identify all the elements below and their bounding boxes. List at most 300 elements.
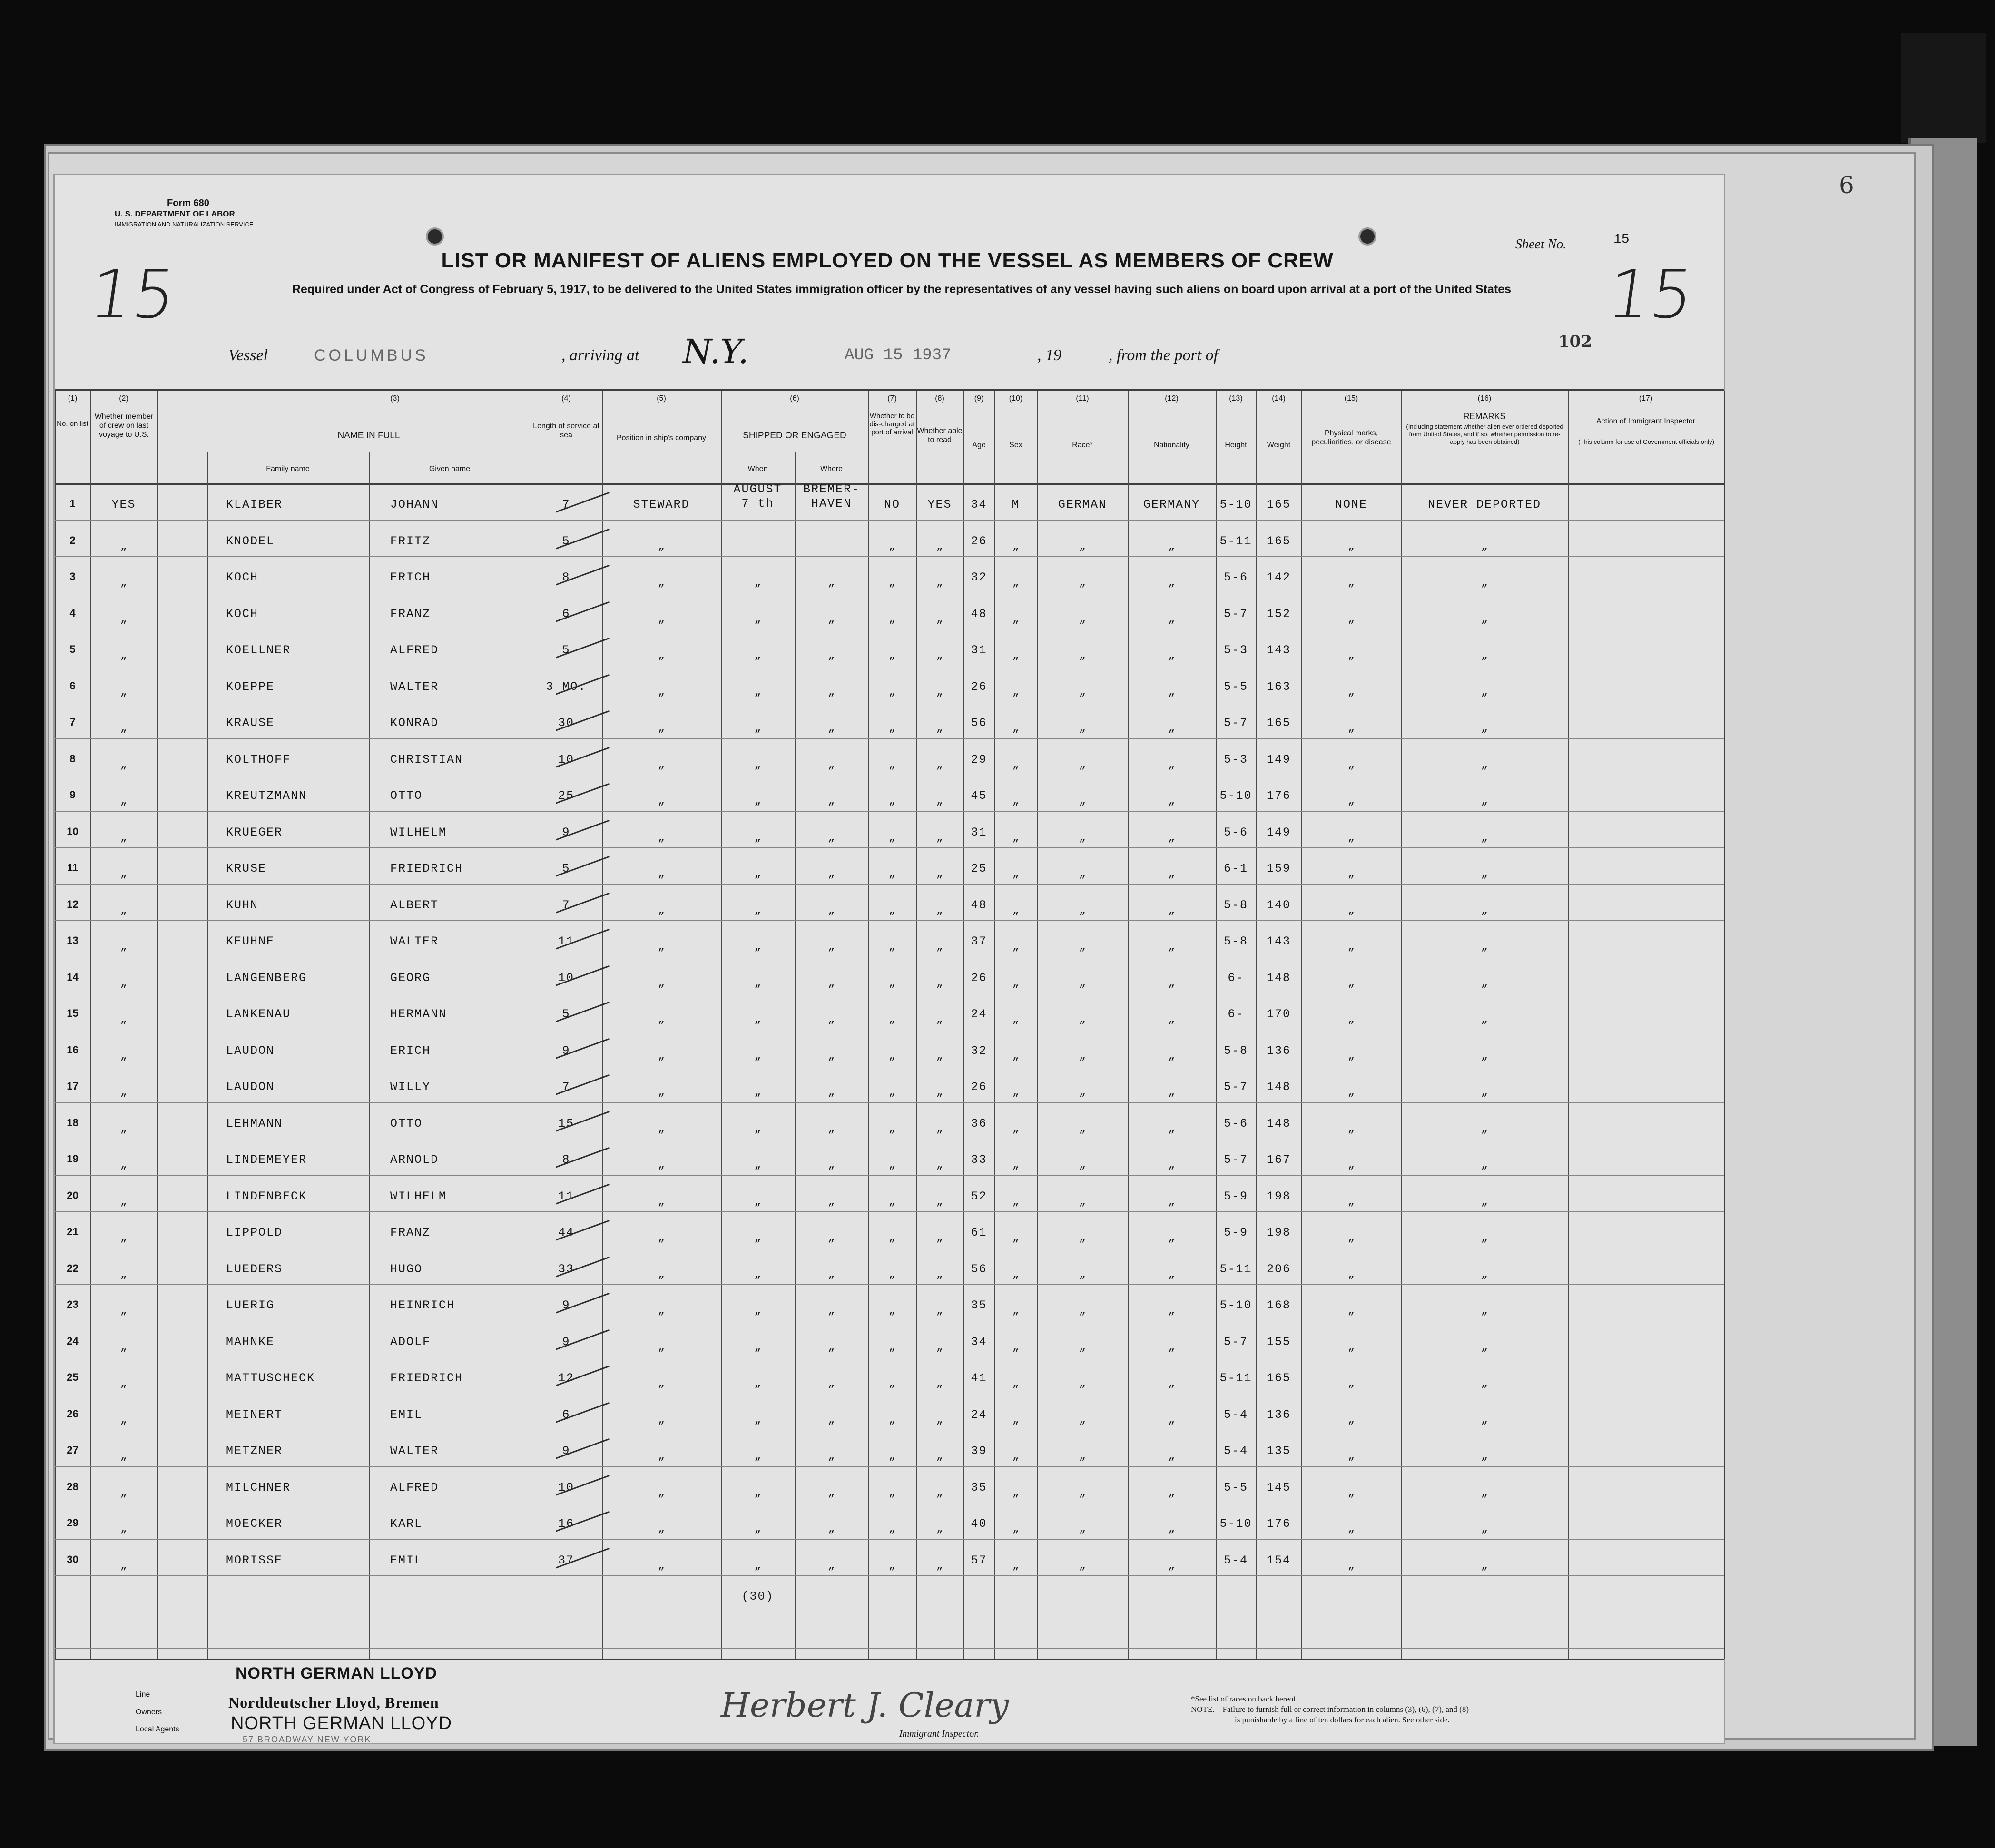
column-number: (17) <box>1639 394 1653 403</box>
cell-service: 7 <box>562 1080 570 1094</box>
ditto-mark: „ <box>120 758 128 771</box>
ditto-mark: „ <box>1168 685 1175 698</box>
ditto-mark: „ <box>1481 1523 1488 1535</box>
row-rule <box>55 1284 1724 1285</box>
row-rule <box>55 556 1724 557</box>
cell-read: YES <box>927 498 952 511</box>
ditto-mark: „ <box>1168 1195 1175 1208</box>
ditto-mark: „ <box>754 1523 761 1535</box>
ditto-mark: „ <box>1347 940 1355 953</box>
ditto-mark: „ <box>658 1268 665 1281</box>
ditto-mark: „ <box>1168 1159 1175 1171</box>
cell-height: 5-11 <box>1219 534 1252 548</box>
ditto-mark: „ <box>828 1377 835 1390</box>
cell-given: WILHELM <box>390 825 447 839</box>
ditto-mark: „ <box>828 1450 835 1463</box>
ditto-mark: „ <box>936 1523 943 1535</box>
header-given-name: Given name <box>429 465 471 473</box>
cell-height: 5-10 <box>1219 1298 1252 1312</box>
ditto-mark: „ <box>1481 1049 1488 1062</box>
column-number: (10) <box>1009 394 1023 403</box>
row-number: 29 <box>67 1517 79 1529</box>
ditto-mark: „ <box>828 758 835 771</box>
ditto-mark: „ <box>1079 1486 1086 1499</box>
cell-weight: 140 <box>1266 898 1291 912</box>
cell-height: 5-10 <box>1219 789 1252 803</box>
ditto-mark: „ <box>1079 940 1086 953</box>
sheet-number-value: 15 <box>1613 232 1630 247</box>
ditto-mark: „ <box>754 976 761 990</box>
row-number: 15 <box>67 1007 79 1019</box>
row-number: 2 <box>69 534 76 546</box>
cell-height: 5-5 <box>1223 679 1248 694</box>
ditto-mark: „ <box>1347 1486 1355 1499</box>
cell-service: 25 <box>558 789 574 803</box>
row-rule <box>55 1575 1724 1576</box>
ditto-mark: „ <box>754 576 761 589</box>
cell-weight: 148 <box>1266 1080 1291 1094</box>
cell-given: WILLY <box>390 1080 431 1094</box>
ditto-mark: „ <box>888 976 896 990</box>
ditto-mark: „ <box>1481 758 1488 771</box>
ditto-mark: „ <box>754 1559 761 1572</box>
ditto-mark: „ <box>658 1086 665 1099</box>
header-name-in-full: NAME IN FULL <box>337 431 400 441</box>
cell-weight: 154 <box>1266 1553 1291 1567</box>
ditto-mark: „ <box>1012 1122 1020 1135</box>
header-remarks-note: (Including statement whether alien ever ordered deported from United States, and if so, whether permission to re-apply has been obtained) <box>1406 423 1563 445</box>
ditto-mark: „ <box>936 976 943 990</box>
ditto-mark: „ <box>1079 867 1086 880</box>
cell-weight: 149 <box>1266 825 1291 839</box>
sheet-number-label: Sheet No. <box>1515 237 1567 252</box>
cell-given: HUGO <box>390 1262 423 1276</box>
ditto-mark: „ <box>1079 795 1086 807</box>
ditto-mark: „ <box>120 1049 128 1062</box>
cell-service: 5 <box>562 1007 570 1021</box>
ditto-mark: „ <box>936 1195 943 1208</box>
cell-weight: 159 <box>1266 862 1291 875</box>
cell-given: WILHELM <box>390 1189 447 1203</box>
ditto-mark: „ <box>1481 940 1488 953</box>
cell-family: KOEPPE <box>226 679 275 694</box>
header-no-on-list: No. on list <box>57 420 88 428</box>
agents-address: 57 BROADWAY NEW YORK <box>243 1735 372 1744</box>
ditto-mark: „ <box>888 576 896 589</box>
ditto-mark: „ <box>1347 758 1355 771</box>
column-number: (7) <box>887 394 897 403</box>
ditto-mark: „ <box>1347 1122 1355 1135</box>
cell-weight: 165 <box>1266 716 1291 730</box>
ditto-mark: „ <box>888 795 896 807</box>
cell-age: 31 <box>971 825 987 839</box>
ditto-mark: „ <box>1481 685 1488 698</box>
ditto-mark: „ <box>1347 649 1355 662</box>
ditto-mark: „ <box>936 1268 943 1281</box>
cell-given: JOHANN <box>390 498 439 511</box>
cell-family: MILCHNER <box>226 1480 291 1494</box>
ditto-mark: „ <box>754 1450 761 1463</box>
cell-height: 5-11 <box>1219 1262 1252 1276</box>
ditto-mark: „ <box>1481 1340 1488 1354</box>
ditto-mark: „ <box>888 649 896 662</box>
cell-physical: NONE <box>1335 498 1367 511</box>
ditto-mark: „ <box>754 1268 761 1281</box>
ditto-mark: „ <box>1012 758 1020 771</box>
ditto-mark: „ <box>828 612 835 626</box>
ditto-mark: „ <box>888 1486 896 1499</box>
row-number: 1 <box>69 498 76 510</box>
ditto-mark: „ <box>828 1049 835 1062</box>
cell-weight: 136 <box>1266 1407 1291 1422</box>
cell-service: 9 <box>562 825 570 839</box>
cell-weight: 136 <box>1266 1043 1291 1058</box>
cell-height: 5-8 <box>1223 1043 1248 1058</box>
ditto-mark: „ <box>658 1377 665 1390</box>
ditto-mark: „ <box>1168 649 1175 662</box>
cell-age: 24 <box>971 1007 987 1021</box>
ditto-mark: „ <box>1347 831 1355 844</box>
ditto-mark: „ <box>658 1523 665 1535</box>
ditto-mark: „ <box>1168 1523 1175 1535</box>
ditto-mark: „ <box>1012 576 1020 589</box>
ditto-mark: „ <box>1168 1413 1175 1426</box>
owners-label: Owners <box>136 1708 162 1716</box>
cell-position: STEWARD <box>633 498 690 511</box>
ditto-mark: „ <box>754 1413 761 1426</box>
ditto-mark: „ <box>1012 612 1020 626</box>
cell-prev-voyage: YES <box>111 498 136 511</box>
arrival-port: N.Y. <box>683 332 749 371</box>
ditto-mark: „ <box>1481 1377 1488 1390</box>
column-number: (8) <box>935 394 944 403</box>
cell-given: ALFRED <box>390 1480 439 1494</box>
ditto-mark: „ <box>1347 1049 1355 1062</box>
row-rule <box>55 884 1724 885</box>
ditto-mark: „ <box>658 722 665 735</box>
ditto-mark: „ <box>1079 976 1086 990</box>
cell-age: 26 <box>971 534 987 548</box>
ditto-mark: „ <box>936 1122 943 1135</box>
ditto-mark: „ <box>1481 540 1488 553</box>
ditto-mark: „ <box>1079 1523 1086 1535</box>
header-able-to-read: Whether able to read <box>917 427 963 444</box>
cell-weight: 155 <box>1266 1335 1291 1349</box>
cell-service: 10 <box>558 752 574 767</box>
ditto-mark: „ <box>1012 1013 1020 1026</box>
ditto-mark: „ <box>888 904 896 917</box>
cell-height: 5-6 <box>1223 825 1248 839</box>
ditto-mark: „ <box>1481 1413 1488 1426</box>
ditto-mark: „ <box>1012 1231 1020 1244</box>
ditto-mark: „ <box>1481 1231 1488 1244</box>
ditto-mark: „ <box>658 940 665 953</box>
ditto-mark: „ <box>1012 540 1020 553</box>
form-number: Form 680 <box>167 198 209 208</box>
header-family-name: Family name <box>266 465 310 473</box>
ditto-mark: „ <box>936 1486 943 1499</box>
cell-given: FRITZ <box>390 534 431 548</box>
ditto-mark: „ <box>1168 1304 1175 1317</box>
cell-family: LAUDON <box>226 1043 275 1058</box>
cell-given: FRIEDRICH <box>390 1371 463 1385</box>
ditto-mark: „ <box>1168 940 1175 953</box>
cell-family: LINDENBECK <box>226 1189 307 1203</box>
column-rule <box>1568 391 1569 1659</box>
line-label: Line <box>136 1691 150 1699</box>
ditto-mark: „ <box>120 1450 128 1463</box>
ditto-mark: „ <box>828 831 835 844</box>
ditto-mark: „ <box>120 795 128 807</box>
cell-service: 9 <box>562 1444 570 1458</box>
ditto-mark: „ <box>754 1377 761 1390</box>
ditto-mark: „ <box>1168 1049 1175 1062</box>
ditto-mark: „ <box>1012 940 1020 953</box>
punch-hole <box>426 227 444 246</box>
cell-age: 41 <box>971 1371 987 1385</box>
ditto-mark: „ <box>120 685 128 698</box>
header-bottom-rule <box>55 483 1724 485</box>
cell-height: 5-8 <box>1223 934 1248 948</box>
ditto-mark: „ <box>1079 649 1086 662</box>
ditto-mark: „ <box>754 1486 761 1499</box>
row-rule <box>55 1466 1724 1467</box>
ditto-mark: „ <box>658 1304 665 1317</box>
column-number: (14) <box>1272 394 1286 403</box>
ditto-mark: „ <box>1481 1559 1488 1572</box>
header-physical-marks: Physical marks, peculiarities, or disease <box>1311 429 1391 446</box>
cell-age: 39 <box>971 1444 987 1458</box>
ditto-mark: „ <box>888 1523 896 1535</box>
ditto-mark: „ <box>754 1340 761 1354</box>
header-where: Where <box>820 465 843 473</box>
cell-given: ERICH <box>390 570 431 584</box>
ditto-mark: „ <box>1481 576 1488 589</box>
cell-weight: 167 <box>1266 1153 1291 1167</box>
ditto-mark: „ <box>658 649 665 662</box>
cell-age: 34 <box>971 1335 987 1349</box>
cell-given: EMIL <box>390 1553 423 1567</box>
cell-family: LAUDON <box>226 1080 275 1094</box>
cell-service: 12 <box>558 1371 574 1385</box>
ditto-mark: „ <box>936 685 943 698</box>
cell-family: MOECKER <box>226 1517 283 1531</box>
cell-given: WALTER <box>390 1444 439 1458</box>
cell-given: ERICH <box>390 1043 431 1058</box>
header-age: Age <box>972 441 986 449</box>
ditto-mark: „ <box>120 576 128 589</box>
row-rule <box>55 920 1724 921</box>
cell-family: LIPPOLD <box>226 1226 283 1239</box>
ditto-mark: „ <box>1168 612 1175 626</box>
ditto-mark: „ <box>1347 1377 1355 1390</box>
cell-family: KEUHNE <box>226 934 275 948</box>
ditto-mark: „ <box>1012 1450 1020 1463</box>
ditto-mark: „ <box>120 612 128 626</box>
ditto-mark: „ <box>828 1486 835 1499</box>
from-port-label: , from the port of <box>1109 346 1219 364</box>
cell-service: 30 <box>558 716 574 730</box>
punch-hole <box>1358 227 1376 246</box>
ditto-mark: „ <box>936 831 943 844</box>
cell-family: KOCH <box>226 570 259 584</box>
ditto-mark: „ <box>754 795 761 807</box>
cell-weight: 135 <box>1266 1444 1291 1458</box>
cell-family: KUHN <box>226 898 259 912</box>
row-rule <box>55 738 1724 739</box>
cell-family: LINDEMEYER <box>226 1153 307 1167</box>
arriving-label: , arriving at <box>561 346 639 364</box>
ditto-mark: „ <box>1079 1304 1086 1317</box>
column-number: (11) <box>1076 394 1089 403</box>
cell-weight: 143 <box>1266 643 1291 657</box>
cell-given: WALTER <box>390 934 439 948</box>
ditto-mark: „ <box>828 1304 835 1317</box>
ditto-mark: „ <box>1012 1559 1020 1572</box>
ditto-mark: „ <box>658 1159 665 1171</box>
ditto-mark: „ <box>658 867 665 880</box>
cell-given: ALBERT <box>390 898 439 912</box>
cell-where: HAVEN <box>811 497 852 511</box>
cell-height: 5-9 <box>1223 1189 1248 1203</box>
agents-stamp: NORTH GERMAN LLOYD <box>231 1713 452 1733</box>
cell-where: BREMER- <box>803 482 860 496</box>
date-stamp: AUG 15 1937 <box>845 346 952 364</box>
cell-height: 5-10 <box>1219 498 1252 511</box>
ditto-mark: „ <box>936 1159 943 1171</box>
cell-height: 5-6 <box>1223 570 1248 584</box>
cell-weight: 198 <box>1266 1189 1291 1203</box>
ditto-mark: „ <box>828 1268 835 1281</box>
cell-height: 5-7 <box>1223 1335 1248 1349</box>
cell-family: KOLTHOFF <box>226 752 291 767</box>
ditto-mark: „ <box>888 1049 896 1062</box>
ditto-mark: „ <box>1012 1268 1020 1281</box>
cell-given: KARL <box>390 1517 423 1531</box>
cell-weight: 170 <box>1266 1007 1291 1021</box>
ditto-mark: „ <box>936 1304 943 1317</box>
ditto-mark: „ <box>828 649 835 662</box>
header-previous-voyage: Whether member of crew on last voyage to U.S. <box>94 413 154 439</box>
cell-service: 9 <box>562 1043 570 1058</box>
row-number: 5 <box>69 643 76 655</box>
column-number: (2) <box>119 394 128 403</box>
ditto-mark: „ <box>888 1013 896 1026</box>
cell-weight: 165 <box>1266 534 1291 548</box>
ditto-mark: „ <box>936 758 943 771</box>
cell-age: 31 <box>971 643 987 657</box>
cell-service: 11 <box>558 934 574 948</box>
ditto-mark: „ <box>1079 1122 1086 1135</box>
cell-height: 5-7 <box>1223 1080 1248 1094</box>
agents-label: Local Agents <box>136 1725 179 1733</box>
ditto-mark: „ <box>120 1013 128 1026</box>
ditto-mark: „ <box>888 831 896 844</box>
ditto-mark: „ <box>120 904 128 917</box>
ditto-mark: „ <box>1012 904 1020 917</box>
cell-sex: M <box>1012 498 1020 511</box>
header-length-of-service: Length of service at sea <box>533 422 599 439</box>
ditto-mark: „ <box>888 867 896 880</box>
cell-service: 10 <box>558 1480 574 1494</box>
cell-weight: 198 <box>1266 1226 1291 1239</box>
ditto-mark: „ <box>754 831 761 844</box>
ditto-mark: „ <box>936 1340 943 1354</box>
ditto-mark: „ <box>1079 1377 1086 1390</box>
cell-age: 57 <box>971 1553 987 1567</box>
ditto-mark: „ <box>1079 685 1086 698</box>
ditto-mark: „ <box>888 1195 896 1208</box>
cell-discharged: NO <box>884 498 900 511</box>
cell-remarks: NEVER DEPORTED <box>1427 498 1542 511</box>
total-count: (30) <box>741 1590 774 1603</box>
header-remarks: REMARKS <box>1463 412 1506 421</box>
cell-family: LUERIG <box>226 1298 275 1312</box>
row-number: 13 <box>67 934 79 946</box>
ditto-mark: „ <box>936 1559 943 1572</box>
row-number: 17 <box>67 1080 79 1092</box>
ditto-mark: „ <box>1168 1086 1175 1099</box>
ditto-mark: „ <box>1079 1049 1086 1062</box>
ditto-mark: „ <box>120 649 128 662</box>
ditto-mark: „ <box>888 1268 896 1281</box>
cell-family: MAHNKE <box>226 1335 275 1349</box>
row-number: 22 <box>67 1262 79 1274</box>
ditto-mark: „ <box>828 1413 835 1426</box>
cell-age: 61 <box>971 1226 987 1239</box>
row-number: 12 <box>67 898 79 910</box>
cell-weight: 143 <box>1266 934 1291 948</box>
ditto-mark: „ <box>120 722 128 735</box>
cell-age: 37 <box>971 934 987 948</box>
cell-service: 11 <box>558 1189 574 1203</box>
ditto-mark: „ <box>936 1413 943 1426</box>
cell-weight: 149 <box>1266 752 1291 767</box>
cell-family: MEINERT <box>226 1407 283 1422</box>
cell-given: HERMANN <box>390 1007 447 1021</box>
cell-service: 15 <box>558 1116 574 1130</box>
ditto-mark: „ <box>1079 540 1086 553</box>
column-number: (4) <box>561 394 571 403</box>
ditto-mark: „ <box>936 1231 943 1244</box>
cell-age: 32 <box>971 570 987 584</box>
ditto-mark: „ <box>1481 1486 1488 1499</box>
ditto-mark: „ <box>1481 867 1488 880</box>
cell-given: GEORG <box>390 971 431 985</box>
cell-given: CHRISTIAN <box>390 752 463 767</box>
cell-service: 37 <box>558 1553 574 1567</box>
cell-family: KOELLNER <box>226 643 291 657</box>
ditto-mark: „ <box>1012 1486 1020 1499</box>
cell-weight: 176 <box>1266 789 1291 803</box>
ditto-mark: „ <box>658 540 665 553</box>
cell-height: 5-11 <box>1219 1371 1252 1385</box>
row-rule <box>55 520 1724 521</box>
ditto-mark: „ <box>828 685 835 698</box>
column-number: (9) <box>974 394 984 403</box>
cell-service: 7 <box>562 498 570 511</box>
cell-weight: 145 <box>1266 1480 1291 1494</box>
ditto-mark: „ <box>828 795 835 807</box>
cell-family: MATTUSCHECK <box>226 1371 315 1385</box>
cell-service: 5 <box>562 643 570 657</box>
ditto-mark: „ <box>1168 1231 1175 1244</box>
cell-family: MORISSE <box>226 1553 283 1567</box>
ditto-mark: „ <box>1168 1340 1175 1354</box>
header-height: Height <box>1225 441 1247 449</box>
ditto-mark: „ <box>936 612 943 626</box>
ditto-mark: „ <box>754 867 761 880</box>
